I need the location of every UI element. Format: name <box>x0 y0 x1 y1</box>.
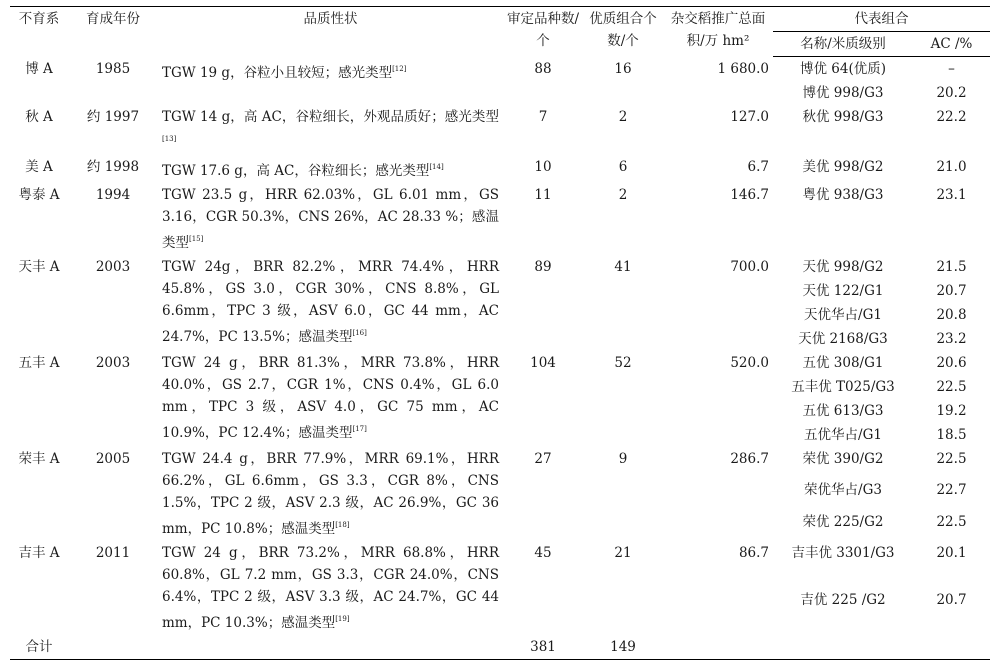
approved-count-cell: 11 <box>534 187 552 203</box>
combo-ac-cell: 20.6 <box>936 355 967 371</box>
approved-count-cell: 10 <box>534 159 552 175</box>
combo-ac-cell: 18.5 <box>936 427 967 443</box>
area-cell: 520.0 <box>730 355 769 371</box>
combo-name-cell: 五优华占/G1 <box>804 427 882 443</box>
quality-traits-cell <box>158 351 503 447</box>
total-row <box>10 635 990 660</box>
quality-traits-cell <box>158 541 503 635</box>
quality-count-cell: 16 <box>614 60 632 77</box>
traits-text: TGW 14 g，高 AC，谷粒细长，外观品质好；感光类型 <box>162 109 499 125</box>
sterile-line-cell: 粤泰 A <box>18 187 60 203</box>
total-quality-cell: 149 <box>583 635 663 660</box>
combo-name-cell: 美优 998/G2 <box>802 159 884 175</box>
header-combo-ac: AC /% <box>913 32 990 57</box>
quality-count-cell: 2 <box>618 187 628 203</box>
breeding-year-cell: 2003 <box>95 259 131 275</box>
total-empty-cell <box>158 635 503 660</box>
area-cell: 1 680.0 <box>717 60 769 77</box>
quality-count-cell: 41 <box>614 259 632 275</box>
sterile-line-cell: 吉丰 A <box>18 545 60 561</box>
combo-name-cell: 五优 308/G1 <box>802 355 884 371</box>
sterile-line-cell: 天丰 A <box>18 259 60 275</box>
sterile-line-cell: 五丰 A <box>18 355 60 371</box>
quality-traits-cell <box>158 105 503 155</box>
reference-marker: [16] <box>352 329 367 337</box>
header-quality: 优质组合个数/个 <box>583 7 663 57</box>
combo-ac-cell: 22.5 <box>936 379 967 395</box>
reference-marker: [13] <box>162 135 177 143</box>
header-line: 不育系 <box>10 7 68 57</box>
traits-text: TGW 19 g，谷粒小且较短；感光类型 <box>162 64 393 81</box>
combo-name-cell: 粤优 938/G3 <box>802 187 884 203</box>
combo-name-cell: 五优 613/G3 <box>802 403 884 419</box>
combo-name-cell: 天优 998/G2 <box>802 259 884 275</box>
approved-count-cell: 89 <box>534 259 552 275</box>
header-combo-name: 名称/米质级别 <box>773 32 913 57</box>
table-body <box>10 57 990 660</box>
breeding-year-cell: 约 1998 <box>86 159 140 175</box>
combo-name-cell: 吉丰优 3301/G3 <box>791 545 895 561</box>
rice-sterile-line-table <box>10 6 990 660</box>
header-combos: 代表组合 <box>773 7 990 32</box>
quality-traits-cell <box>158 183 503 255</box>
traits-text: TGW 24g，BRR 82.2%，MRR 74.4%，HRR 45.8%，GS 3.0，CGR 30%，CNS 8.8%，GL 6.6mm，TPC 3 级，ASV 6.0，GC 44 mm，AC 24.7%，PC 13.5%；感温类型 <box>162 259 499 345</box>
combo-ac-cell: 21.5 <box>936 259 967 275</box>
total-empty-cell <box>663 635 773 660</box>
table-row <box>10 541 990 588</box>
reference-marker: [17] <box>352 425 367 433</box>
quality-traits-cell <box>158 155 503 183</box>
sterile-line-cell: 秋 A <box>25 109 53 125</box>
sterile-line-cell: 博 A <box>25 60 53 77</box>
combo-ac-cell: 20.7 <box>936 283 967 299</box>
combo-ac-cell: 22.7 <box>936 482 967 499</box>
traits-text: TGW 24 g，BRR 81.3%，MRR 73.8%，HRR 40.0%，GS 2.7，CGR 1%，CNS 0.4%，GL 6.0 mm，TPC 3 级，ASV 4.0，GC 75 mm，AC 10.9%，PC 12.4%；感温类型 <box>162 355 499 441</box>
approved-count-cell: 7 <box>538 109 548 125</box>
quality-count-cell: 21 <box>614 545 632 561</box>
quality-count-cell: 9 <box>618 451 628 467</box>
header-area: 杂交稻推广总面积/万 hm² <box>663 7 773 57</box>
approved-count-cell: 104 <box>530 355 556 371</box>
quality-count-cell: 52 <box>614 355 632 371</box>
combo-ac-cell: 23.1 <box>936 187 967 203</box>
area-cell: 286.7 <box>730 451 769 467</box>
table-row <box>10 447 990 478</box>
sterile-line-cell: 美 A <box>25 159 53 175</box>
combo-name-cell: 天优华占/G1 <box>804 307 882 323</box>
area-cell: 700.0 <box>730 259 769 275</box>
breeding-year-cell: 1994 <box>95 187 131 203</box>
area-cell: 127.0 <box>730 109 769 125</box>
table-row <box>10 105 990 155</box>
table-header <box>10 7 990 57</box>
reference-marker: [18] <box>335 521 350 529</box>
quality-traits-cell <box>158 255 503 351</box>
combo-name-cell: 秋优 998/G3 <box>802 109 884 125</box>
combo-name-cell: 天优 2168/G3 <box>798 331 888 347</box>
breeding-year-cell: 2005 <box>95 451 131 467</box>
breeding-year-cell: 约 1997 <box>86 109 140 125</box>
total-label-cell: 合计 <box>10 635 68 660</box>
table-row <box>10 351 990 375</box>
total-approved-cell: 381 <box>503 635 583 660</box>
combo-ac-cell: 22.5 <box>936 513 967 530</box>
combo-ac-cell: 22.2 <box>936 109 967 125</box>
breeding-year-cell: 2003 <box>95 355 131 371</box>
breeding-year-cell: 2011 <box>95 545 131 561</box>
total-empty-cell <box>773 635 913 660</box>
header-approved: 审定品种数/个 <box>503 7 583 57</box>
combo-name-cell: 吉优 225 /G2 <box>800 592 886 608</box>
table-row <box>10 183 990 255</box>
combo-name-cell: 荣优 390/G2 <box>802 451 884 467</box>
breeding-year-cell: 1985 <box>95 60 131 77</box>
quality-traits-cell <box>158 57 503 106</box>
total-empty-cell <box>913 635 990 660</box>
table-row <box>10 155 990 183</box>
combo-ac-cell: 23.2 <box>936 331 967 347</box>
total-empty-cell <box>68 635 158 660</box>
header-traits: 品质性状 <box>158 7 503 57</box>
reference-marker: [12] <box>392 64 407 73</box>
combo-ac-cell: 19.2 <box>936 403 967 419</box>
combo-name-cell: 荣优 225/G2 <box>802 513 884 530</box>
combo-name-cell: 博优 998/G3 <box>802 85 884 101</box>
combo-ac-cell: 20.1 <box>936 545 967 561</box>
reference-marker: [19] <box>335 615 350 623</box>
approved-count-cell: 45 <box>534 545 552 561</box>
combo-ac-cell: 22.5 <box>936 451 967 467</box>
table-row <box>10 255 990 279</box>
combo-name-cell: 荣优华占/G3 <box>804 482 882 499</box>
combo-name-cell: 天优 122/G1 <box>802 283 884 299</box>
area-cell: 146.7 <box>730 187 769 203</box>
combo-ac-cell: 20.7 <box>936 592 967 608</box>
traits-text: TGW 23.5 g，HRR 62.03%，GL 6.01 mm，GS 3.16，CGR 50.3%，CNS 26%，AC 28.33 %；感温类型 <box>162 187 499 251</box>
combo-ac-cell: 20.8 <box>936 307 967 323</box>
combo-name-cell: 五丰优 T025/G3 <box>791 379 895 395</box>
table-row <box>10 57 990 82</box>
quality-count-cell: 2 <box>618 109 628 125</box>
sterile-line-cell: 荣丰 A <box>18 451 60 467</box>
header-year: 育成年份 <box>68 7 158 57</box>
quality-count-cell: 6 <box>618 159 628 175</box>
area-cell: 86.7 <box>738 545 769 561</box>
combo-ac-cell: 20.2 <box>936 85 967 101</box>
combo-name-cell: 博优 64(优质) <box>799 61 886 77</box>
traits-text: TGW 24 g，BRR 73.2%，MRR 68.8%，HRR 60.8%，GL 7.2 mm，GS 3.3，CGR 24.0%，CNS 6.4%，TPC 2 级，ASV 3.3 级，AC 24.7%，GC 44 mm，PC 10.3%；感温类型 <box>162 545 499 631</box>
approved-count-cell: 88 <box>534 60 552 77</box>
reference-marker: [15] <box>189 235 204 243</box>
traits-text: TGW 17.6 g，高 AC，谷粒细长；感光类型 <box>162 163 430 179</box>
combo-ac-cell: – <box>948 61 955 77</box>
quality-traits-cell <box>158 447 503 541</box>
combo-ac-cell: 21.0 <box>936 159 967 175</box>
area-cell: 6.7 <box>747 159 769 175</box>
reference-marker: [14] <box>429 163 444 171</box>
traits-text: TGW 24.4 g，BRR 77.9%，MRR 69.1%，HRR 66.2%，GL 6.6mm，GS 3.3，CGR 8%，CNS 1.5%，TPC 2 级，ASV 2.3 级，AC 26.9%，GC 36 mm，PC 10.8%；感温类型 <box>162 451 499 537</box>
approved-count-cell: 27 <box>534 451 552 467</box>
